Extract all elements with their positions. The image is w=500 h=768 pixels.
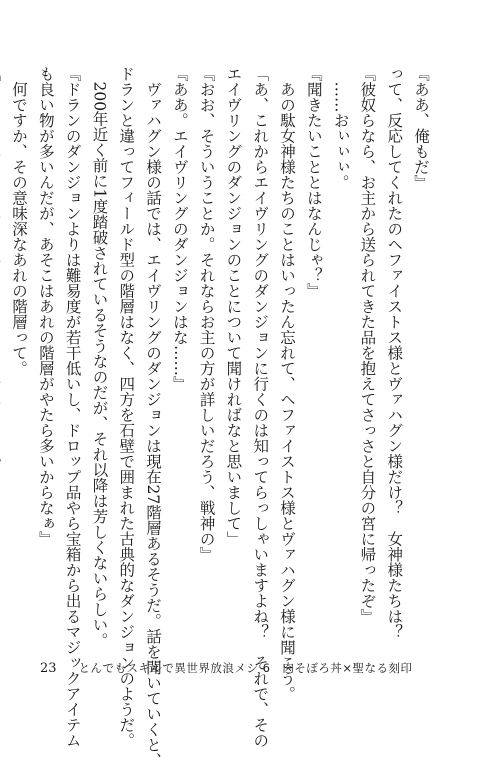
page-number: 23 bbox=[40, 661, 57, 676]
text-line: も良い物が多いんだが、あそこはあれの階層がやたら多いからなぁ』 bbox=[36, 66, 55, 547]
text-line: あの駄女神様たちのことはいったん忘れて、ヘファイストス様とヴァハグン様に聞こう。 bbox=[278, 66, 297, 702]
page-footer bbox=[40, 660, 413, 682]
text-line: 『ああ。エイヴリングのダンジョンはな……』 bbox=[170, 66, 189, 392]
text-line: 『おお、そういうことか。それならお主の方が詳しいだろう、戦神の』 bbox=[197, 66, 216, 562]
text-line: 『彼奴らなら、お主から送られてきた品を抱えてさっさと自分の宮に帰ったぞ』 bbox=[358, 66, 377, 624]
text-line: 『ああ、俺もだ』 bbox=[412, 66, 430, 190]
text-line bbox=[0, 66, 5, 640]
text-line: ドランと違ってフィールド型の階層はなく、四方を石壁で囲まれた古典的なダンジョンのようだ。 bbox=[117, 66, 136, 748]
text-line: 『ドランのダンジョンよりは難易度が若干低いし、ドロップ品やら宝箱から出るマジックアイテム bbox=[63, 66, 82, 748]
text-line: って、反応してくれたのヘファイストス様とヴァハグン様だけ？ 女神様たちは？ bbox=[385, 66, 404, 640]
running-title: とんでもスキルで異世界放浪メシ 6 肉そぼろ丼×聖なる刻印 bbox=[78, 661, 413, 675]
text-line: ヴァハグン様の話では、エイヴリングのダンジョンは現在27階層あるそうだ。話を聞いていくと、 bbox=[144, 66, 163, 768]
text-line: 「あ、これからエイヴリングのダンジョンに行くのは知ってらっしゃいますよね？ それで、その bbox=[251, 66, 270, 748]
text-line: 『聞きたいこととはなんじゃ？』 bbox=[304, 66, 323, 299]
text-line: エイヴリングのダンジョンのことについて聞ければなと思いまして」 bbox=[224, 66, 243, 547]
text-line: 200年近く前に1度踏破されているそうなのだが、それ以降は芳しくないらしい。 bbox=[90, 66, 109, 648]
text-line: ……おぃぃぃ。 bbox=[331, 66, 350, 190]
text-line: 何ですか、その意味深なあれの階層って。 bbox=[10, 66, 29, 376]
